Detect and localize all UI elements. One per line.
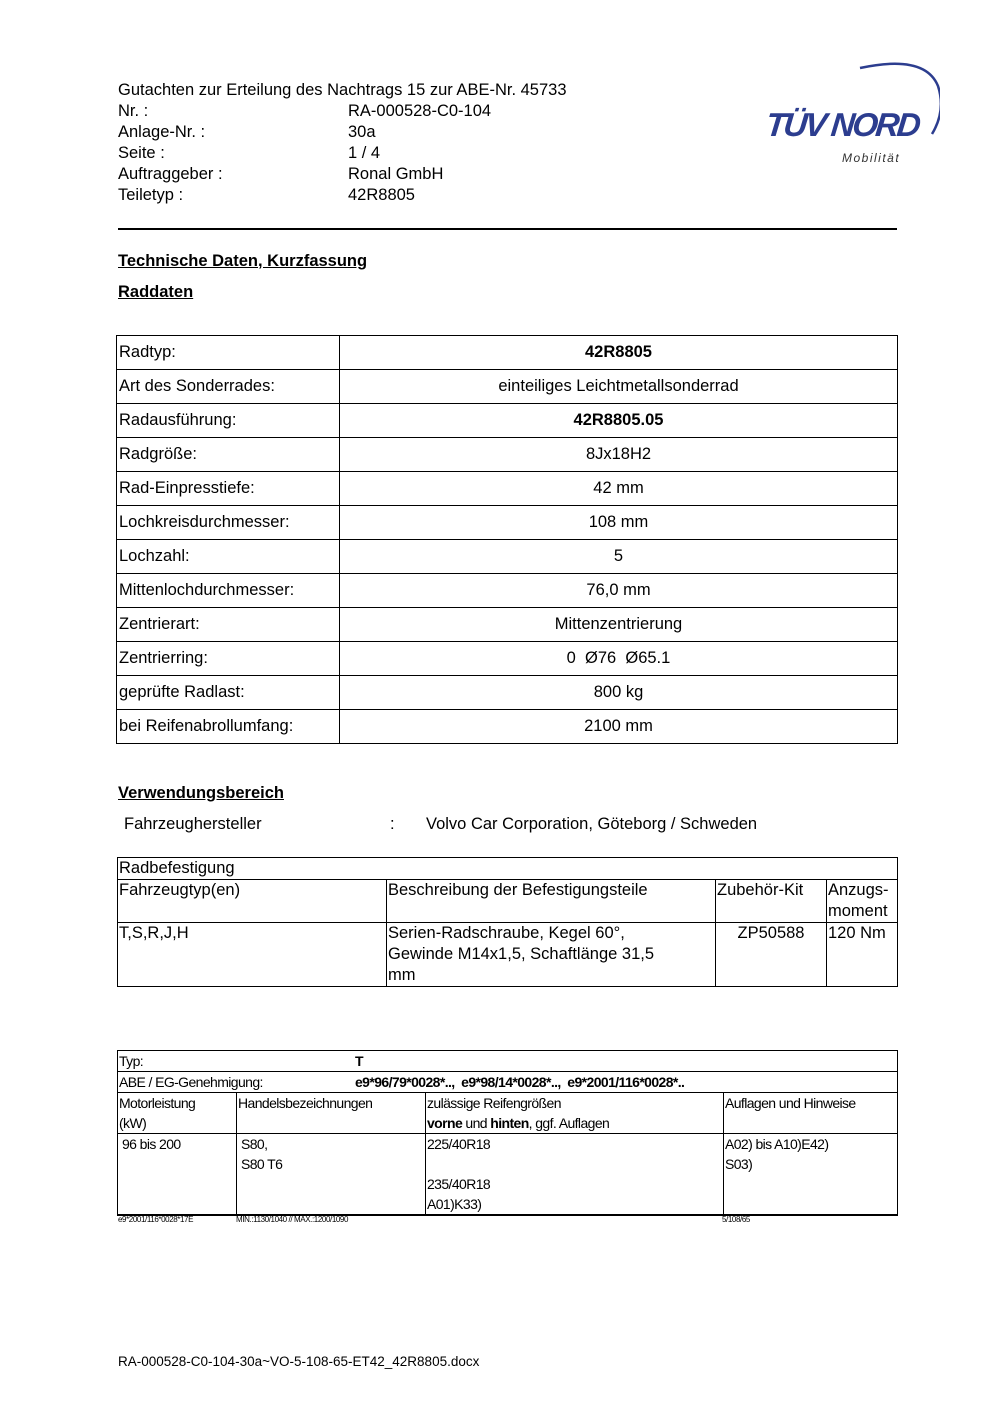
tire-size: 235/40R18: [427, 1176, 491, 1192]
row-label: Radtyp:: [117, 336, 340, 370]
table-row: [117, 370, 898, 404]
header-divider: [118, 228, 897, 230]
table-row: [117, 540, 898, 574]
tire-sizes: [426, 1134, 724, 1216]
header-names: Handelsbezeichnungen: [237, 1093, 426, 1134]
header-tires-rear: hinten: [490, 1115, 529, 1131]
tire-note: A01)K33): [427, 1196, 482, 1212]
row-value: 8Jx18H2: [340, 438, 898, 472]
table-row: [117, 608, 898, 642]
vehicle-types: T,S,R,J,H: [118, 923, 387, 987]
header-tires: [426, 1093, 724, 1134]
table-row: [117, 506, 898, 540]
section-title: Technische Daten, Kurzfassung: [118, 252, 368, 270]
table-row: [117, 404, 898, 438]
table-row: [118, 858, 898, 880]
row-value: 0 Ø76 Ø65.1: [340, 642, 898, 676]
document-filename: RA-000528-C0-104-30a~VO-5-108-65-ET42_42R8805.docx: [118, 1354, 480, 1369]
note: A02) bis A10)E42): [725, 1136, 829, 1152]
table-row: [117, 438, 898, 472]
trade-name: S80 T6: [241, 1156, 283, 1172]
header-power: [118, 1093, 237, 1134]
header-row-anlage: [118, 122, 567, 143]
header-row-teiletyp: [118, 185, 567, 206]
header-label: Auftraggeber :: [118, 165, 223, 183]
table-row: [117, 676, 898, 710]
abe-value: e9*96/79*0028*.., e9*98/14*0028*.., e9*2001/116*0028*..: [355, 1074, 685, 1090]
header-torque-line1: Anzugs-: [828, 881, 889, 899]
table-row: [117, 574, 898, 608]
header-notes: Auflagen und Hinweise: [724, 1093, 898, 1134]
header-cell: Zubehör-Kit: [716, 880, 827, 923]
table-row: [118, 1134, 898, 1216]
note: S03): [725, 1156, 753, 1172]
table-row: [118, 1072, 898, 1093]
trade-name: S80,: [241, 1136, 268, 1152]
tuv-nord-logo: [760, 56, 940, 176]
header-tires-rest: , ggf. Auflagen: [528, 1115, 610, 1131]
header-cell: Beschreibung der Befestigungsteile: [387, 880, 716, 923]
header-label: Teiletyp :: [118, 186, 184, 204]
desc-line: Serien-Radschraube, Kegel 60°,: [388, 924, 625, 942]
row-label: Mittenlochdurchmesser:: [117, 574, 340, 608]
row-value: 42R8805: [340, 336, 898, 370]
row-value: 5: [340, 540, 898, 574]
table-header-row: [118, 880, 898, 923]
usage-title: Verwendungsbereich: [118, 784, 284, 802]
min-max-values: MIN.:1130/1040 // MAX.:1200/1090: [236, 1215, 349, 1224]
table-row: [117, 642, 898, 676]
table-row: [118, 1051, 898, 1072]
header-torque-line2: moment: [828, 902, 888, 920]
header-label: Seite :: [118, 144, 165, 162]
header-tires-line2: [427, 1113, 722, 1133]
type-approval-table: [117, 1050, 898, 1216]
header-value: 42R8805: [348, 186, 415, 204]
row-label: Zentrierring:: [117, 642, 340, 676]
notes: [724, 1134, 898, 1216]
trade-names: [237, 1134, 426, 1216]
spacer: [427, 1154, 722, 1174]
row-label: Radausführung:: [117, 404, 340, 438]
header-value: 1 / 4: [348, 144, 381, 162]
logo-subtitle: Mobilität: [842, 151, 901, 165]
table-header-row: [118, 1093, 898, 1134]
row-label: Lochkreisdurchmesser:: [117, 506, 340, 540]
bolt-pattern: 5/108/65: [722, 1215, 750, 1224]
row-label: Radgröße:: [117, 438, 340, 472]
header-cell: Fahrzeugtyp(en): [118, 880, 387, 923]
header-row-nr: [118, 101, 567, 122]
typ-label: Typ:: [119, 1053, 144, 1069]
row-value: 800 kg: [340, 676, 898, 710]
row-label: Art des Sonderrades:: [117, 370, 340, 404]
row-value: Mittenzentrierung: [340, 608, 898, 642]
table-row: [117, 336, 898, 370]
power-range: 96 bis 200: [118, 1134, 237, 1216]
accessory-kit: ZP50588: [716, 923, 827, 987]
header-value: RA-000528-C0-104: [348, 102, 492, 120]
row-value: einteiliges Leichtmetallsonderrad: [340, 370, 898, 404]
header-cell: [827, 880, 898, 923]
row-value: 42 mm: [340, 472, 898, 506]
table-row: [117, 472, 898, 506]
document-title: Gutachten zur Erteilung des Nachtrags 15 zur ABE-Nr. 45733: [118, 81, 567, 99]
desc-line: mm: [388, 966, 416, 984]
header-label: Anlage-Nr. :: [118, 123, 206, 141]
row-value: 76,0 mm: [340, 574, 898, 608]
torque-value: 120 Nm: [827, 923, 898, 987]
row-label: bei Reifenabrollumfang:: [117, 710, 340, 744]
header-power-line1: Motorleistung: [119, 1095, 196, 1111]
approval-code: e9*2001/116*0028*17E: [118, 1215, 194, 1224]
header-row-seite: [118, 143, 567, 164]
typ-row: [118, 1051, 898, 1072]
row-label: Lochzahl:: [117, 540, 340, 574]
row-label: Rad-Einpresstiefe:: [117, 472, 340, 506]
abe-row: [118, 1072, 898, 1093]
wheel-data-table: [116, 335, 898, 744]
abe-label: ABE / EG-Genehmigung:: [119, 1074, 263, 1090]
typ-value: T: [355, 1053, 363, 1069]
document-header: [118, 80, 567, 206]
header-label: Nr. :: [118, 102, 149, 120]
row-label: geprüfte Radlast:: [117, 676, 340, 710]
header-value: 30a: [348, 123, 376, 141]
header-tires-front: vorne: [427, 1115, 463, 1131]
manufacturer-value: Volvo Car Corporation, Göteborg / Schweden: [426, 815, 758, 833]
row-value: 42R8805.05: [340, 404, 898, 438]
section-subtitle: Raddaten: [118, 283, 194, 301]
header-row-auftraggeber: [118, 164, 567, 185]
row-value: 2100 mm: [340, 710, 898, 744]
header-power-line2: (kW): [119, 1115, 147, 1131]
mounting-title: Radbefestigung: [118, 858, 898, 880]
tire-size: 225/40R18: [427, 1136, 491, 1152]
manufacturer-colon: :: [390, 815, 395, 833]
header-value: Ronal GmbH: [348, 165, 444, 183]
mounting-description: [387, 923, 716, 987]
logo-wordmark: TÜV NORD: [764, 106, 921, 143]
row-label: Zentrierart:: [117, 608, 340, 642]
row-value: 108 mm: [340, 506, 898, 540]
header-tires-line1: zulässige Reifengrößen: [427, 1095, 561, 1111]
table-row: [117, 710, 898, 744]
mounting-table: [117, 857, 898, 987]
desc-line: Gewinde M14x1,5, Schaftlänge 31,5: [388, 945, 655, 963]
table-row: [118, 923, 898, 987]
manufacturer-label: Fahrzeughersteller: [124, 815, 262, 833]
header-tires-und: und: [462, 1115, 491, 1131]
